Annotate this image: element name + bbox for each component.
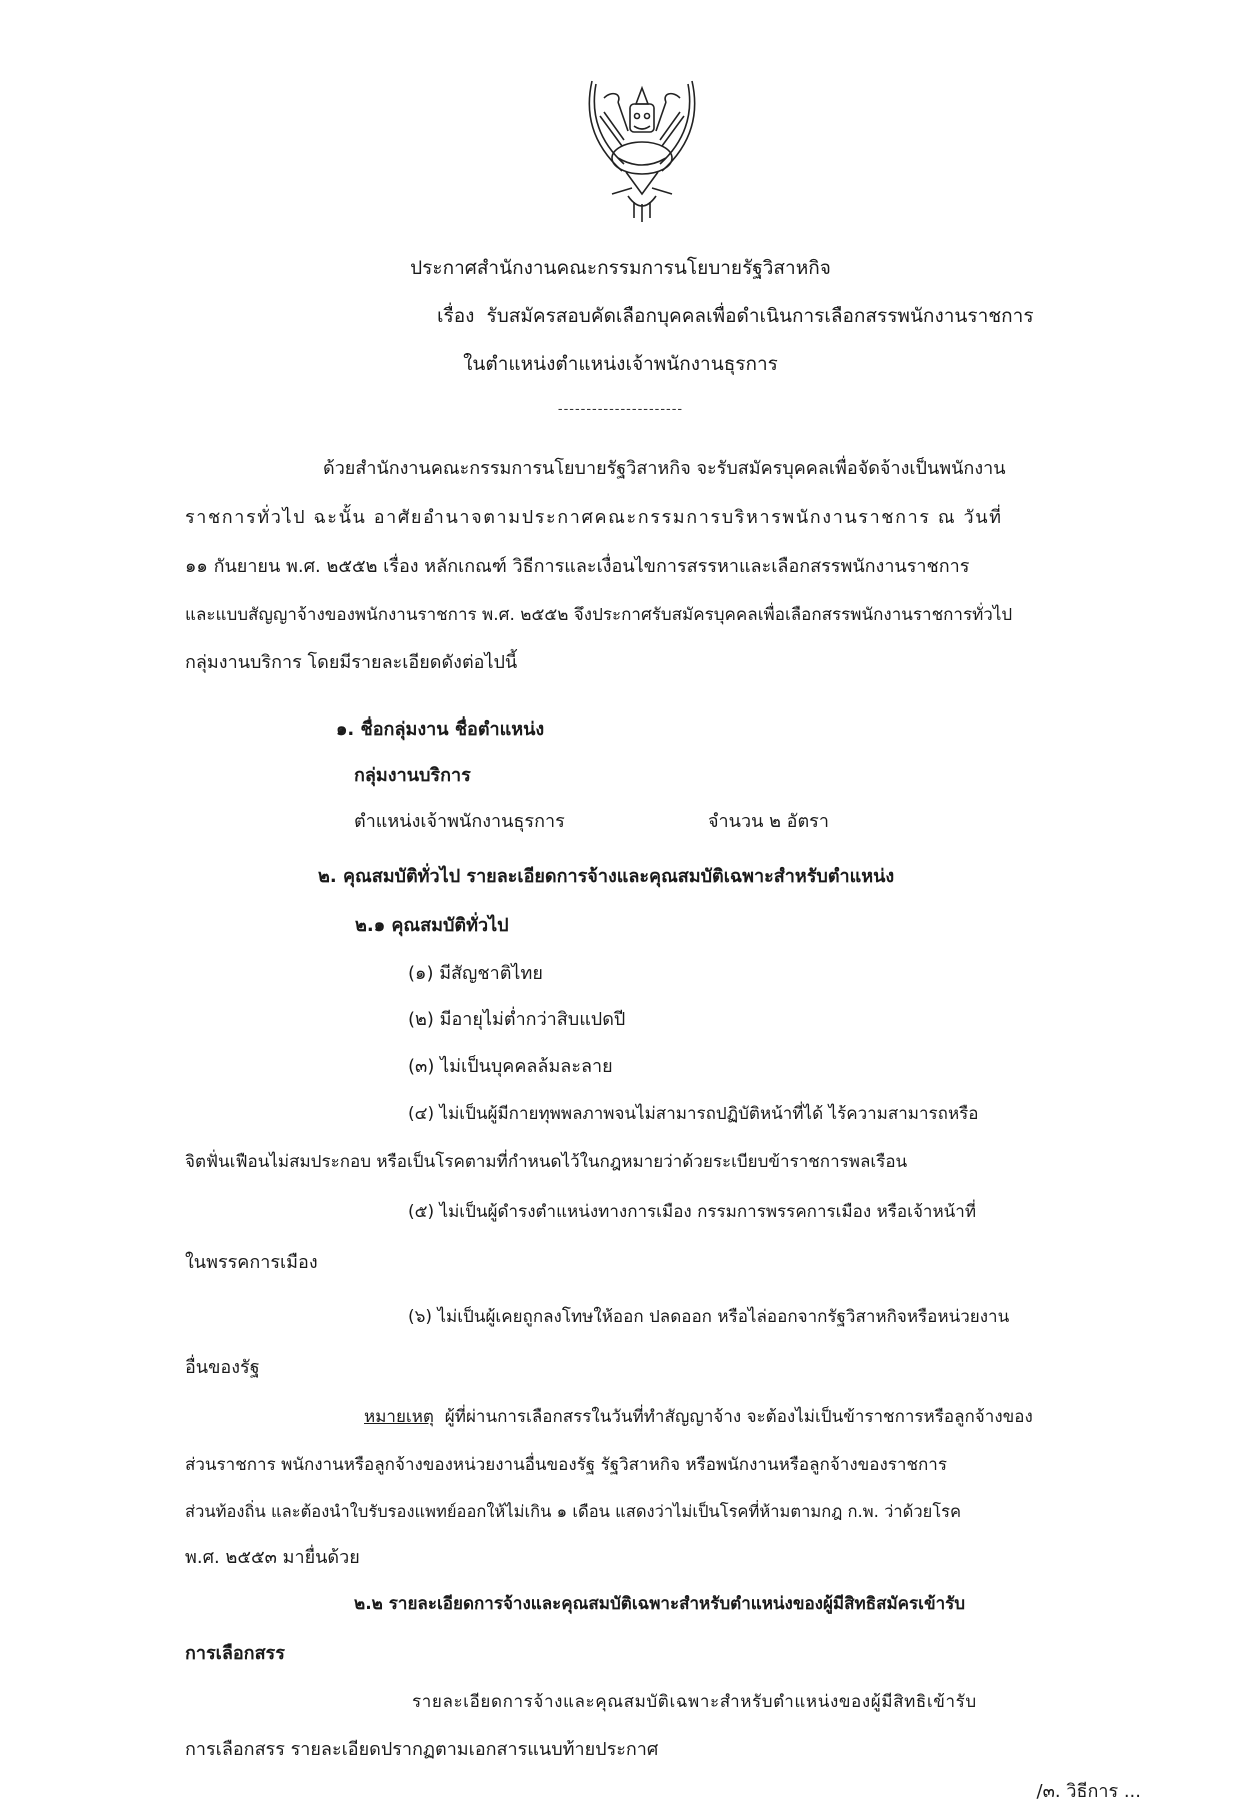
qualification-item-6-cont: อื่นของรัฐ <box>185 1357 260 1378</box>
announcement-title: ประกาศสำนักงานคณะกรรมการนโยบายรัฐวิสาหกิจ <box>410 257 831 279</box>
subject-text: รับสมัครสอบคัดเลือกบุคคลเพื่อดำเนินการเลือกสรรพนักงานราชการ <box>486 305 1034 327</box>
qualification-item-3: (๓) ไม่เป็นบุคคลล้มละลาย <box>408 1056 613 1077</box>
section-2-2-heading: ๒.๒ รายละเอียดการจ้างและคุณสมบัติเฉพาะสำหรับตำแหน่งของผู้มีสิทธิสมัครเข้ารับ <box>354 1594 966 1614</box>
qualification-item-1: (๑) มีสัญชาติไทย <box>408 963 543 984</box>
intro-line-5: กลุ่มงานบริการ โดยมีรายละเอียดดังต่อไปนี้ <box>185 652 518 673</box>
qualification-item-2: (๒) มีอายุไม่ต่ำกว่าสิบแปดปี <box>408 1009 626 1030</box>
qualification-item-6: (๖) ไม่เป็นผู้เคยถูกลงโทษให้ออก ปลดออก หรือไล่ออกจากรัฐวิสาหกิจหรือหน่วยงาน <box>408 1307 1010 1327</box>
intro-line-1: ด้วยสำนักงานคณะกรรมการนโยบายรัฐวิสาหกิจ จะรับสมัครบุคคลเพื่อจัดจ้างเป็นพนักงาน <box>323 458 1006 479</box>
position-title: ในตำแหน่งตำแหน่งเจ้าพนักงานธุรการ <box>463 353 778 375</box>
separator-line: ---------------------- <box>557 402 684 417</box>
qualification-item-4: (๔) ไม่เป็นผู้มีกายทุพพลภาพจนไม่สามารถปฏิบัติหน้าที่ได้ ไร้ความสามารถหรือ <box>408 1104 979 1124</box>
section-2-2-heading-cont: การเลือกสรร <box>185 1643 285 1664</box>
note-line-2: ส่วนราชการ พนักงานหรือลูกจ้างของหน่วยงานอื่นของรัฐ รัฐวิสาหกิจ หรือพนักงานหรือลูกจ้างของราชการ <box>185 1455 947 1475</box>
note-line-4: พ.ศ. ๒๕๕๓ มายื่นด้วย <box>185 1547 360 1568</box>
section-2-2-body: รายละเอียดการจ้างและคุณสมบัติเฉพาะสำหรับตำแหน่งของผู้มีสิทธิเข้ารับ <box>412 1692 977 1712</box>
garuda-emblem-icon <box>582 76 702 226</box>
intro-line-3: ๑๑ กันยายน พ.ศ. ๒๕๕๒ เรื่อง หลักเกณฑ์ วิธีการและเงื่อนไขการสรรหาและเลือกสรรพนักงานราชการ <box>185 556 970 577</box>
qualification-item-5-cont: ในพรรคการเมือง <box>185 1252 318 1273</box>
section-1-position: ตำแหน่งเจ้าพนักงานธุรการ <box>354 811 565 832</box>
subject-label: เรื่อง <box>437 305 475 327</box>
section-1-group: กลุ่มงานบริการ <box>354 765 471 786</box>
section-2-2-body-cont: การเลือกสรร รายละเอียดปรากฏตามเอกสารแนบท้ายประกาศ <box>185 1739 659 1760</box>
intro-line-4: และแบบสัญญาจ้างของพนักงานราชการ พ.ศ. ๒๕๕๒ จึงประกาศรับสมัครบุคคลเพื่อเลือกสรรพนักงานราชการทั่วไป <box>185 605 1013 625</box>
subject-line <box>437 304 1034 328</box>
intro-line-2: ราชการทั่วไป ฉะนั้น อาศัยอำนาจตามประกาศคณะกรรมการบริหารพนักงานราชการ ณ วันที่ <box>185 507 1003 528</box>
section-2-heading: ๒. คุณสมบัติทั่วไป รายละเอียดการจ้างและคุณสมบัติเฉพาะสำหรับตำแหน่ง <box>318 866 895 887</box>
section-1-heading: ๑. ชื่อกลุ่มงาน ชื่อตำแหน่ง <box>336 719 545 740</box>
qualification-item-5: (๕) ไม่เป็นผู้ดำรงตำแหน่งทางการเมือง กรรมการพรรคการเมือง หรือเจ้าหน้าที่ <box>408 1202 977 1222</box>
section-1-count: จำนวน ๒ อัตรา <box>708 811 829 832</box>
note-label: หมายเหตุ <box>364 1407 434 1427</box>
section-2-1-heading: ๒.๑ คุณสมบัติทั่วไป <box>355 915 509 936</box>
note-text-1: ผู้ที่ผ่านการเลือกสรรในวันที่ทำสัญญาจ้าง จะต้องไม่เป็นข้าราชการหรือลูกจ้างของ <box>444 1407 1033 1427</box>
note-line-1 <box>364 1405 1033 1429</box>
note-line-3: ส่วนท้องถิ่น และต้องนำใบรับรองแพทย์ออกให้ไม่เกิน ๑ เดือน แสดงว่าไม่เป็นโรคที่ห้ามตามกฎ ก.พ. ว่าด้วยโรค <box>185 1502 962 1521</box>
qualification-item-4-cont: จิตฟั่นเฟือนไม่สมประกอบ หรือเป็นโรคตามที่กำหนดไว้ในกฎหมายว่าด้วยระเบียบข้าราชการพลเรือน <box>185 1152 908 1172</box>
continuation-note: /๓. วิธีการ ... <box>1036 1781 1141 1802</box>
